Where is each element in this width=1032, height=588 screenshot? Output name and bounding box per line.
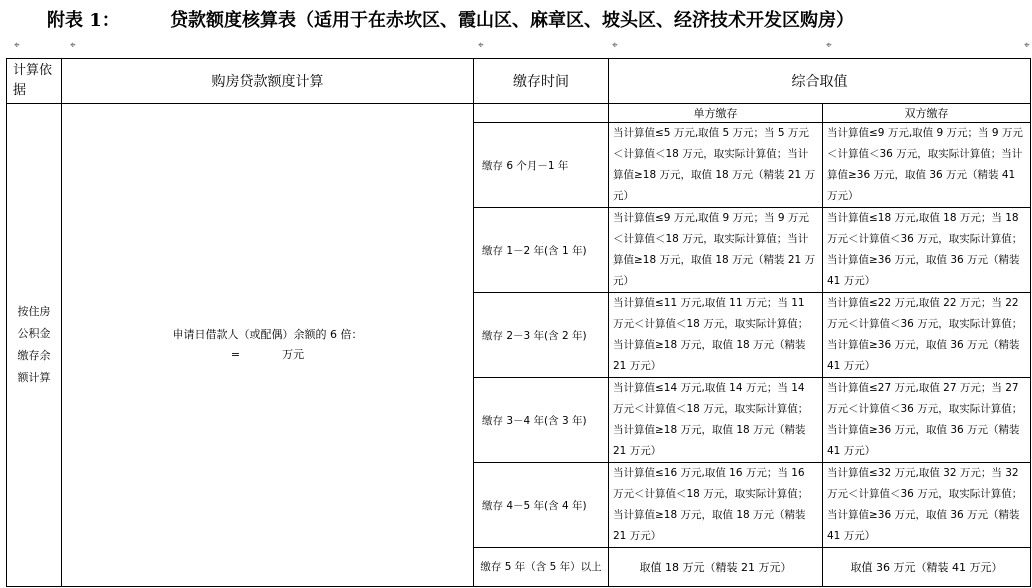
period-cell: 缴存 4－5 年(含 4 年) bbox=[474, 463, 609, 548]
dual-rule-cell: 当计算值≤27 万元,取值 27 万元；当 27 万元＜计算值＜36 万元，取实际计算值；当计算值≥36 万元，取值 36 万元（精装 41 万元） bbox=[823, 378, 1031, 463]
basis-label: 按住房公积金缴存余额计算 bbox=[7, 104, 62, 587]
title-main: 贷款额度核算表（适用于在赤坎区、霞山区、麻章区、坡头区、经济技术开发区购房） bbox=[170, 10, 854, 31]
header-period: 缴存时间 bbox=[474, 59, 609, 104]
column-marker-icon: ⌖ bbox=[826, 40, 832, 51]
formula-line-1: 申请日借款人（或配偶）余额的 6 倍： bbox=[172, 328, 363, 341]
formula-line-2: = 万元 bbox=[230, 348, 305, 361]
subheader-row bbox=[7, 104, 1031, 123]
dual-rule-cell: 当计算值≤18 万元,取值 18 万元；当 18 万元＜计算值＜36 万元，取实际计算值；当计算值≥36 万元，取值 36 万元（精装 41 万元） bbox=[823, 208, 1031, 293]
loan-calculation-table bbox=[6, 58, 1031, 587]
column-marker-icon: ⌖ bbox=[1024, 40, 1030, 51]
period-cell: 缴存 2－3 年(含 2 年) bbox=[474, 293, 609, 378]
column-marker-icon: ⌖ bbox=[70, 40, 76, 51]
period-cell: 缴存 5 年（含 5 年）以上 bbox=[474, 548, 609, 587]
subheader-empty bbox=[474, 104, 609, 123]
header-row bbox=[7, 59, 1031, 104]
dual-rule-cell: 当计算值≤22 万元,取值 22 万元；当 22 万元＜计算值＜36 万元，取实际计算值；当计算值≥36 万元，取值 36 万元（精装 41 万元） bbox=[823, 293, 1031, 378]
single-rule-cell: 当计算值≤9 万元,取值 9 万元；当 9 万元＜计算值＜18 万元，取实际计算值；当计算值≥18 万元，取值 18 万元（精装 21 万元） bbox=[609, 208, 823, 293]
single-rule-cell: 当计算值≤14 万元,取值 14 万元；当 14 万元＜计算值＜18 万元，取实际计算值；当计算值≥18 万元，取值 18 万元（精装 21 万元） bbox=[609, 378, 823, 463]
column-marker-icon: ⌖ bbox=[612, 40, 618, 51]
single-rule-cell: 当计算值≤5 万元,取值 5 万元；当 5 万元＜计算值＜18 万元，取实际计算值；当计算值≥18 万元，取值 18 万元（精装 21 万元） bbox=[609, 123, 823, 208]
dual-rule-cell: 当计算值≤32 万元,取值 32 万元；当 32 万元＜计算值＜36 万元，取实际计算值；当计算值≥36 万元，取值 36 万元（精装 41 万元） bbox=[823, 463, 1031, 548]
header-formula: 购房贷款额度计算 bbox=[62, 59, 474, 104]
period-cell: 缴存 1－2 年(含 1 年) bbox=[474, 208, 609, 293]
single-rule-cell: 当计算值≤11 万元,取值 11 万元；当 11 万元＜计算值＜18 万元，取实际计算值；当计算值≥18 万元，取值 18 万元（精装 21 万元） bbox=[609, 293, 823, 378]
subheader-dual: 双方缴存 bbox=[823, 104, 1031, 123]
dual-rule-cell: 取值 36 万元（精装 41 万元） bbox=[823, 548, 1031, 587]
dual-rule-cell: 当计算值≤9 万元,取值 9 万元；当 9 万元＜计算值＜36 万元，取实际计算值；当计算值≥36 万元，取值 36 万元（精装 41 万元） bbox=[823, 123, 1031, 208]
title-prefix: 附表 1： bbox=[47, 10, 120, 31]
header-value: 综合取值 bbox=[609, 59, 1031, 104]
document-title bbox=[0, 6, 1032, 36]
header-basis: 计算依据 bbox=[7, 59, 62, 104]
single-rule-cell: 取值 18 万元（精装 21 万元） bbox=[609, 548, 823, 587]
formula-cell bbox=[62, 104, 474, 587]
period-cell: 缴存 3－4 年(含 3 年) bbox=[474, 378, 609, 463]
column-marker-icon: ⌖ bbox=[14, 40, 20, 51]
period-cell: 缴存 6 个月－1 年 bbox=[474, 123, 609, 208]
column-marker-icon: ⌖ bbox=[478, 40, 484, 51]
column-markers bbox=[0, 40, 1032, 54]
single-rule-cell: 当计算值≤16 万元,取值 16 万元；当 16 万元＜计算值＜18 万元，取实际计算值；当计算值≥18 万元，取值 18 万元（精装 21 万元） bbox=[609, 463, 823, 548]
subheader-single: 单方缴存 bbox=[609, 104, 823, 123]
